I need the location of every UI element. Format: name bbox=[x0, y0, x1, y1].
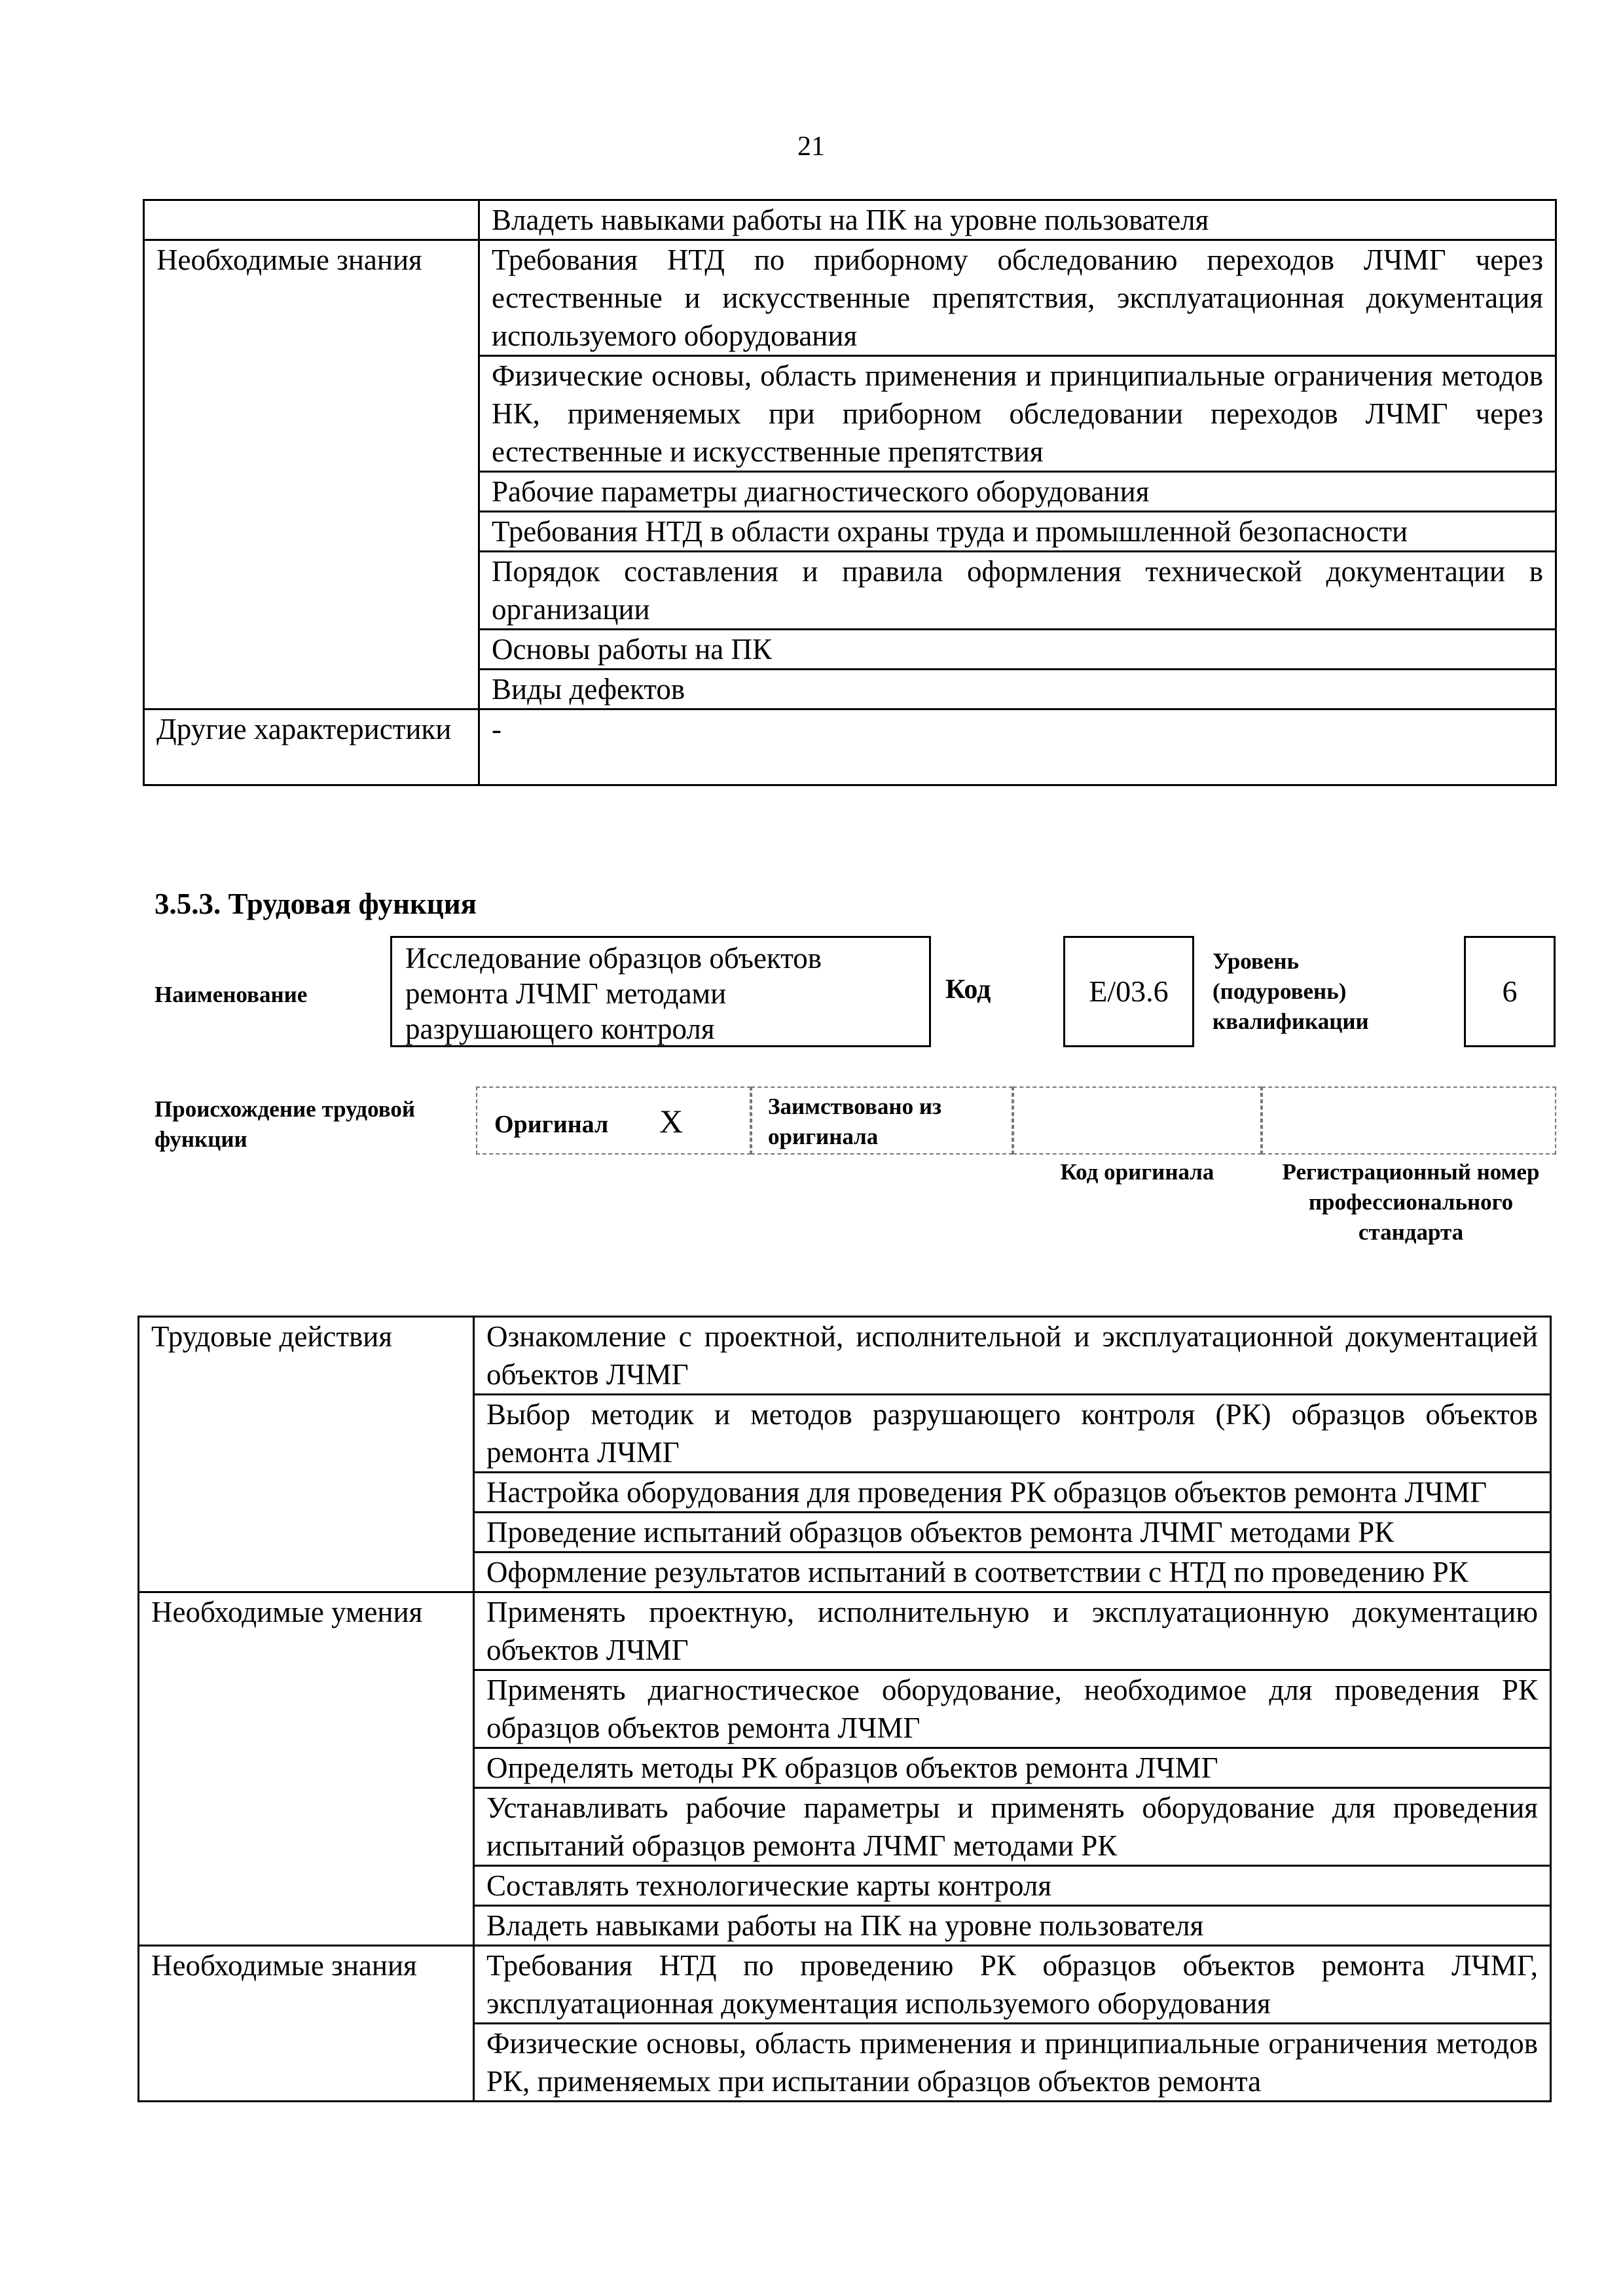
row-label: Трудовые действия bbox=[139, 1317, 474, 1592]
code-original-cell bbox=[1013, 1086, 1262, 1155]
original-label: Оригинал bbox=[494, 1111, 609, 1138]
table-row bbox=[144, 709, 1556, 785]
reg-number-cell bbox=[1262, 1086, 1556, 1155]
original-cell bbox=[476, 1086, 751, 1155]
list-item: Требования НТД по проведению РК образцов объектов ремонта ЛЧМГ, эксплуатационная документация используемого оборудования bbox=[474, 1946, 1551, 2024]
reg-number-label: Регистрационный номер профессионального стандарта bbox=[1282, 1159, 1540, 1245]
level-value: 6 bbox=[1502, 975, 1518, 1008]
list-item: Основы работы на ПК bbox=[479, 630, 1556, 670]
row-label bbox=[144, 200, 479, 240]
code-box bbox=[1063, 936, 1194, 1047]
origin-label: Происхождение трудовой функции bbox=[155, 1096, 416, 1152]
code-value: E/03.6 bbox=[1089, 975, 1169, 1008]
list-item: Владеть навыками работы на ПК на уровне пользователя bbox=[479, 200, 1556, 240]
list-item: Проведение испытаний образцов объектов ремонта ЛЧМГ методами РК bbox=[474, 1513, 1551, 1552]
row-label: Необходимые знания bbox=[144, 240, 479, 709]
list-item: Требования НТД по приборному обследованию переходов ЛЧМГ через естественные и искусственные препятствия, эксплуатационная документация используемого оборудования bbox=[479, 240, 1556, 356]
list-item: Порядок составления и правила оформления технической документации в организации bbox=[479, 552, 1556, 630]
original-mark: X bbox=[659, 1103, 684, 1139]
page-number: 21 bbox=[797, 132, 825, 162]
level-label: Уровень (подуровень) квалификации bbox=[1213, 948, 1369, 1034]
list-item: Ознакомление с проектной, исполнительной и эксплуатационной документацией объектов ЛЧМГ bbox=[474, 1317, 1551, 1395]
table-knowledge-1 bbox=[143, 199, 1557, 786]
table-row bbox=[144, 240, 1556, 356]
list-item: Оформление результатов испытаний в соответствии с НТД по проведению РК bbox=[474, 1552, 1551, 1592]
list-item: - bbox=[479, 709, 1556, 785]
list-item: Выбор методик и методов разрушающего контроля (РК) образцов объектов ремонта ЛЧМГ bbox=[474, 1395, 1551, 1473]
list-item: Настройка оборудования для проведения РК образцов объектов ремонта ЛЧМГ bbox=[474, 1473, 1551, 1513]
list-item: Определять методы РК образцов объектов ремонта ЛЧМГ bbox=[474, 1748, 1551, 1788]
list-item: Требования НТД в области охраны труда и промышленной безопасности bbox=[479, 512, 1556, 552]
table-labor-actions bbox=[137, 1316, 1552, 2102]
code-original-label: Код оригинала bbox=[1060, 1159, 1214, 1185]
name-box bbox=[390, 936, 931, 1047]
section-heading: 3.5.3. Трудовая функция bbox=[155, 888, 477, 920]
row-label: Другие характеристики bbox=[144, 709, 479, 785]
table-row bbox=[139, 1317, 1551, 1395]
list-item: Физические основы, область применения и принципиальные ограничения методов РК, применяемых при испытании образцов объектов ремонта bbox=[474, 2024, 1551, 2102]
name-value: Исследование образцов объектов ремонта ЛЧМГ методами разрушающего контроля bbox=[405, 942, 822, 1045]
level-box bbox=[1464, 936, 1556, 1047]
list-item: Применять проектную, исполнительную и эксплуатационную документацию объектов ЛЧМГ bbox=[474, 1592, 1551, 1670]
table-row bbox=[139, 1946, 1551, 2024]
code-label: Код bbox=[945, 975, 991, 1005]
borrowed-label: Заимствовано из оригинала bbox=[768, 1094, 942, 1149]
list-item: Физические основы, область применения и принципиальные ограничения методов НК, применяемых при приборном обследовании переходов ЛЧМГ через естественные и искусственные препятствия bbox=[479, 356, 1556, 472]
list-item: Устанавливать рабочие параметры и применять оборудование для проведения испытаний образцов ремонта ЛЧМГ методами РК bbox=[474, 1788, 1551, 1866]
list-item: Владеть навыками работы на ПК на уровне пользователя bbox=[474, 1906, 1551, 1946]
list-item: Рабочие параметры диагностического оборудования bbox=[479, 472, 1556, 512]
row-label: Необходимые умения bbox=[139, 1592, 474, 1946]
list-item: Применять диагностическое оборудование, необходимое для проведения РК образцов объектов ремонта ЛЧМГ bbox=[474, 1670, 1551, 1748]
table-row bbox=[144, 200, 1556, 240]
table-row bbox=[139, 1592, 1551, 1670]
list-item: Виды дефектов bbox=[479, 670, 1556, 709]
row-label: Необходимые знания bbox=[139, 1946, 474, 2102]
name-label: Наименование bbox=[155, 982, 308, 1007]
borrowed-cell bbox=[751, 1086, 1013, 1155]
list-item: Составлять технологические карты контроля bbox=[474, 1866, 1551, 1906]
